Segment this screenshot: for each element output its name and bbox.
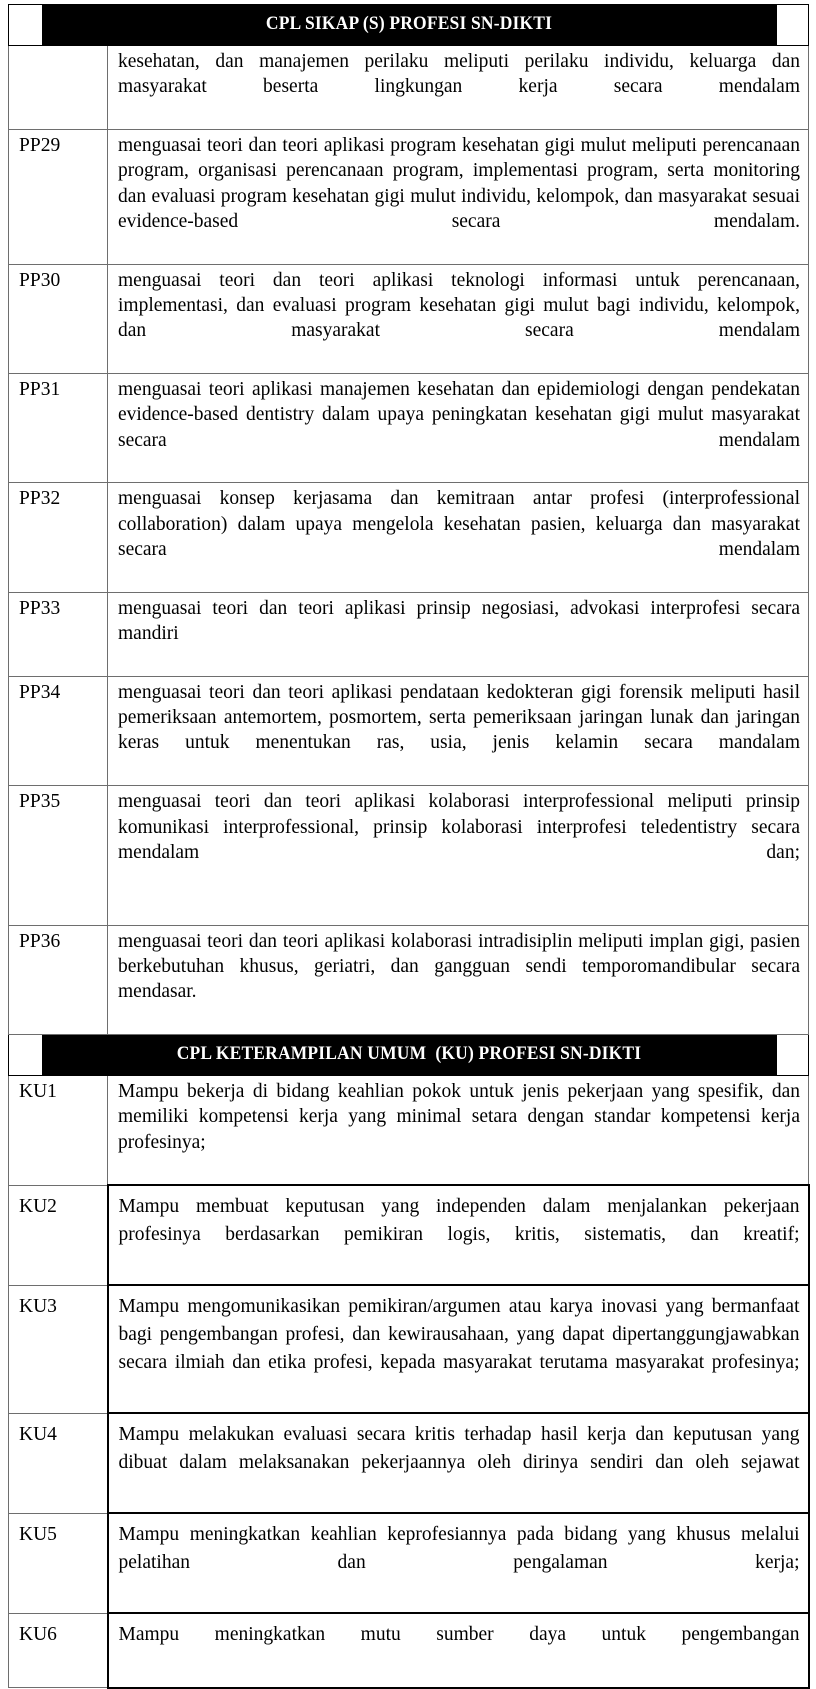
row-description bbox=[108, 676, 809, 785]
table-row bbox=[9, 1185, 809, 1285]
row-description bbox=[108, 1613, 809, 1687]
row-code: PP32 bbox=[9, 483, 108, 592]
row-code: KU1 bbox=[9, 1075, 108, 1185]
row-description bbox=[108, 786, 809, 925]
section-header-cell bbox=[41, 1034, 777, 1075]
row-code: KU6 bbox=[9, 1613, 108, 1687]
row-description-text: menguasai teori dan teori aplikasi kolaborasi intradisiplin meliputi implan gigi, pasien berkebutuhan khusus, geriatri, dan gangguan sendi temporomandibular secara mendasar. bbox=[118, 930, 800, 1003]
table-row bbox=[9, 45, 809, 129]
row-description bbox=[108, 925, 809, 1034]
row-description-text: Mampu membuat keputusan yang independen dalam menjalankan pekerjaan profesinya berdasarkan pemikiran logis, kritis, sistematis, dan kreatif; bbox=[118, 1196, 800, 1245]
row-description-text: menguasai teori dan teori aplikasi pendataan kedokteran gigi forensik meliputi hasil pemeriksaan antemortem, posmortem, serta pemeriksaan jaringan lunak dan jaringan keras untuk menentukan ras, usia, jenis kelamin secara mandalam bbox=[118, 681, 800, 754]
row-description bbox=[108, 264, 809, 373]
section-header-sikap bbox=[9, 5, 809, 46]
row-description-text: menguasai teori dan teori aplikasi teknologi informasi untuk perencanaan, implementasi, dan evaluasi program kesehatan gigi mulut bagi individu, kelompok, dan masyarakat secara mendalam bbox=[118, 269, 800, 342]
row-code: PP36 bbox=[9, 925, 108, 1034]
row-description-text: menguasai teori dan teori aplikasi kolaborasi interprofessional meliputi prinsip komunikasi interprofessional, prinsip kolaborasi interprofesi teledentistry secara mendalam dan; bbox=[118, 791, 800, 863]
row-description bbox=[108, 374, 809, 483]
row-description-text: menguasai teori aplikasi manajemen kesehatan dan epidemiologi dengan pendekatan evidence-based dentistry dalam upaya peningkatan kesehatan gigi mulut masyarakat secara mendalam bbox=[118, 379, 800, 451]
row-code: PP34 bbox=[9, 676, 108, 785]
row-description-text: menguasai konsep kerjasama dan kemitraan antar profesi (interprofessional collaboration) dalam upaya mengelola kesehatan pasien, keluarga dan masyarakat secara mendalam bbox=[118, 488, 800, 561]
row-description-text: Mampu meningkatkan keahlian keprofesiannya pada bidang yang khusus melalui pelatihan dan pengalaman kerja; bbox=[118, 1524, 800, 1573]
row-code: PP30 bbox=[9, 264, 108, 373]
table-row bbox=[9, 1413, 809, 1513]
row-description bbox=[108, 592, 809, 676]
row-code: KU4 bbox=[9, 1413, 108, 1513]
row-code: PP33 bbox=[9, 592, 108, 676]
row-description-text: kesehatan, dan manajemen perilaku meliputi perilaku individu, keluarga dan masyarakat beserta lingkungan kerja secara mendalam bbox=[118, 50, 800, 98]
row-description bbox=[108, 1513, 809, 1613]
row-description-text: Mampu meningkatkan mutu sumber daya untuk pengembangan bbox=[118, 1624, 800, 1646]
row-description bbox=[108, 1413, 809, 1513]
section-header-label: CPL KETERAMPILAN UMUM (KU) PROFESI SN-DIKTI bbox=[176, 1042, 641, 1064]
row-code: PP35 bbox=[9, 786, 108, 925]
row-description bbox=[108, 1285, 809, 1413]
section-header-keterampilan-umum bbox=[9, 1034, 809, 1075]
table-row bbox=[9, 925, 809, 1034]
table-row bbox=[9, 374, 809, 483]
table-row bbox=[9, 786, 809, 925]
row-code: PP31 bbox=[9, 374, 108, 483]
table-row bbox=[9, 129, 809, 264]
table-row bbox=[9, 592, 809, 676]
row-description bbox=[108, 129, 809, 264]
table-row bbox=[9, 676, 809, 785]
table-row bbox=[9, 1513, 809, 1613]
table-row bbox=[9, 1075, 809, 1185]
row-description-text: menguasai teori dan teori aplikasi program kesehatan gigi mulut meliputi perencanaan program, organisasi perencanaan program, implementasi program, serta monitoring dan evaluasi program kesehatan gigi mulut individu, kelompok, dan masyarakat sesuai evidence-based secara mendalam. bbox=[118, 134, 800, 232]
table-row bbox=[9, 264, 809, 373]
row-description bbox=[108, 483, 809, 592]
table-row bbox=[9, 1285, 809, 1413]
row-description bbox=[108, 45, 809, 129]
table-row bbox=[9, 483, 809, 592]
row-code: KU5 bbox=[9, 1513, 108, 1613]
row-code: PP29 bbox=[9, 129, 108, 264]
row-description bbox=[108, 1185, 809, 1285]
table-row bbox=[9, 1613, 809, 1687]
row-code bbox=[9, 45, 108, 129]
row-code: KU3 bbox=[9, 1285, 108, 1413]
row-description-text: Mampu bekerja di bidang keahlian pokok untuk jenis pekerjaan yang spesifik, dan memiliki kompetensi kerja yang minimal setara dengan standar kompetensi kerja profesinya; bbox=[118, 1080, 800, 1153]
cpl-table-body bbox=[9, 5, 809, 1688]
section-header-cell bbox=[41, 5, 777, 46]
row-code: KU2 bbox=[9, 1185, 108, 1285]
row-description-text: Mampu mengomunikasikan pemikiran/argumen atau karya inovasi yang bermanfaat bagi pengembangan profesi, dan kewirausahaan, yang dapat dipertanggungjawabkan secara ilmiah dan etika profesi, kepada masyarakat terutama masyarakat profesinya; bbox=[118, 1296, 800, 1373]
cpl-table bbox=[8, 4, 810, 1689]
row-description-text: menguasai teori dan teori aplikasi prinsip negosiasi, advokasi interprofesi secara mandiri bbox=[118, 597, 800, 645]
row-description-text: Mampu melakukan evaluasi secara kritis terhadap hasil kerja dan keputusan yang dibuat dalam melaksanakan pekerjaannya oleh dirinya sendiri dan oleh sejawat bbox=[118, 1424, 800, 1473]
section-header-label: CPL SIKAP (S) PROFESI SN-DIKTI bbox=[265, 13, 552, 34]
row-description bbox=[108, 1075, 809, 1185]
